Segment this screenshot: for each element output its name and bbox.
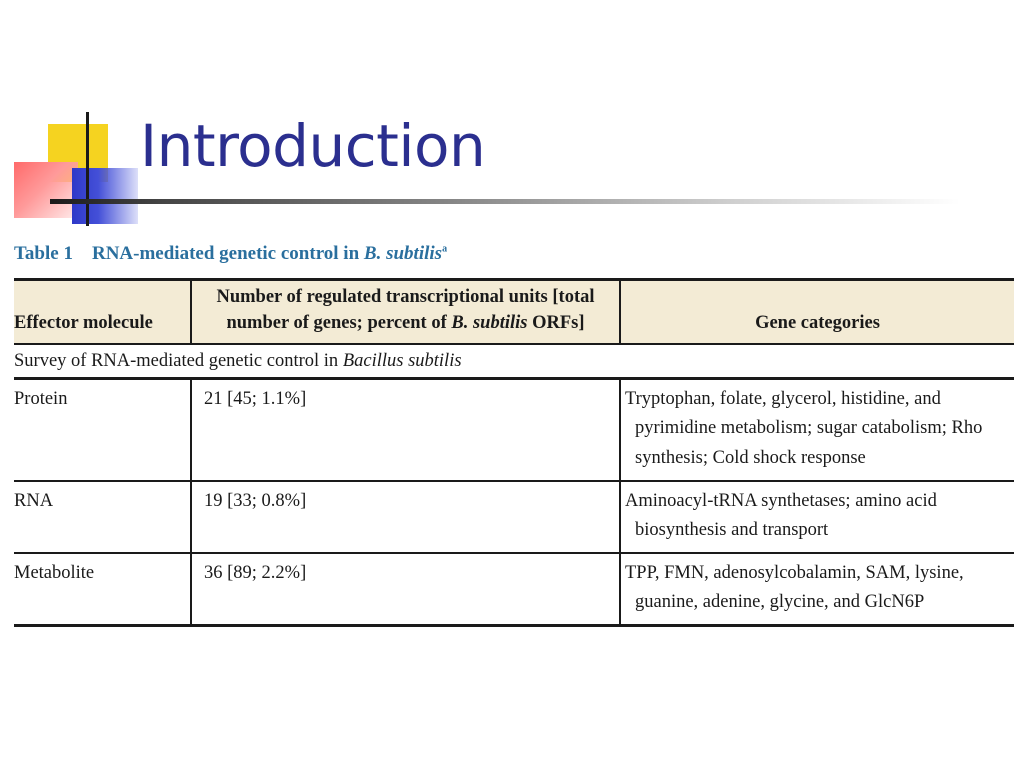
survey-cell (14, 344, 1014, 379)
survey-row (14, 344, 1014, 379)
survey-species: Bacillus subtilis (342, 350, 462, 371)
header-units-suffix: ORFs] (527, 312, 585, 333)
table-row (14, 481, 1014, 553)
effector-cell: Metabolite (14, 553, 191, 626)
table-caption-footnote: a (442, 243, 448, 255)
units-cell: 21 [45; 1.1%] (191, 378, 620, 480)
categories-cell: TPP, FMN, adenosylcobalamin, SAM, lysine, guanine, adenine, glycine, and GlcN6P (620, 553, 1014, 626)
table-caption-species: B. subtilis (363, 243, 443, 264)
table-caption (14, 243, 447, 265)
slide-decoration (0, 0, 160, 240)
units-cell: 19 [33; 0.8%] (191, 481, 620, 553)
blue-square-decoration (72, 168, 138, 224)
units-cell: 36 [89; 2.2%] (191, 553, 620, 626)
effector-cell: Protein (14, 378, 191, 480)
header-regulated-units (191, 280, 620, 344)
red-square-decoration (14, 162, 78, 218)
table-caption-label: Table 1 (14, 243, 73, 264)
header-units-text: Number of regulated transcriptional units [total number of genes; percent of (216, 287, 595, 333)
table-row (14, 378, 1014, 480)
categories-cell: Tryptophan, folate, glycerol, histidine, and pyrimidine metabolism; sugar catabolism; Rho synthesis; Cold shock response (620, 378, 1014, 480)
effector-cell: RNA (14, 481, 191, 553)
table-header-row (14, 280, 1014, 344)
slide-title: Introduction (140, 112, 486, 180)
table-row (14, 553, 1014, 626)
table-caption-text: RNA-mediated genetic control in (91, 243, 364, 264)
vertical-rule-decoration (86, 112, 89, 226)
title-underline-rule (50, 199, 960, 204)
survey-text: Survey of RNA-mediated genetic control in (14, 350, 343, 371)
header-gene-categories: Gene categories (620, 280, 1014, 344)
header-effector-molecule: Effector molecule (14, 280, 191, 344)
regulation-table (14, 278, 1014, 627)
header-units-species: B. subtilis (451, 312, 528, 333)
categories-cell: Aminoacyl-tRNA synthetases; amino acid biosynthesis and transport (620, 481, 1014, 553)
